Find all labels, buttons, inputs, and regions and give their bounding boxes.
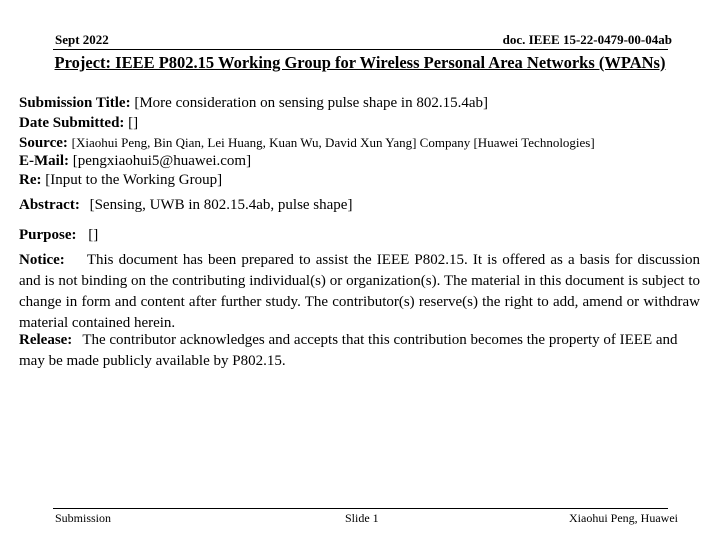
footer-submission: Submission bbox=[55, 511, 112, 525]
source-value: [Xiaohui Peng, Bin Qian, Lei Huang, Kuan Wu, David Xun Yang] Company [Huawei Technologies] bbox=[71, 135, 595, 150]
notice-paragraph bbox=[19, 250, 700, 334]
email-value: [pengxiaohui5@huawei.com] bbox=[72, 153, 252, 169]
abstract-label: Abstract: bbox=[19, 197, 80, 213]
header-doc-id: doc. IEEE 15-22-0479-00-04ab bbox=[502, 32, 672, 47]
notice-label: Notice: bbox=[19, 252, 65, 268]
header-date: Sept 2022 bbox=[55, 32, 109, 47]
purpose-value: [] bbox=[88, 227, 99, 243]
footer-author: Xiaohui Peng, Huawei bbox=[569, 511, 678, 525]
re-label: Re: bbox=[19, 172, 42, 188]
notice-text: This document has been prepared to assist the IEEE P802.15. It is offered as a basis for discussion and is not binding on the contributing individual(s) or organization(s). The material in this document is subject to change in form and content after further study. The contributor(s) reserve(s) the right to add, amend or withdraw material contained herein. bbox=[19, 252, 700, 331]
project-title: Project: IEEE P802.15 Working Group for Wireless Personal Area Networks (WPANs) bbox=[54, 53, 666, 72]
purpose-row bbox=[19, 226, 98, 245]
purpose-label: Purpose: bbox=[19, 227, 77, 243]
abstract-row bbox=[19, 196, 352, 215]
footer-divider bbox=[53, 508, 668, 509]
release-label: Release: bbox=[19, 332, 73, 348]
email-row bbox=[19, 152, 251, 171]
re-row bbox=[19, 171, 222, 190]
re-value: [Input to the Working Group] bbox=[45, 172, 223, 188]
submission-title-row bbox=[19, 94, 488, 113]
footer-slide-number: Slide 1 bbox=[345, 511, 379, 525]
email-label: E-Mail: bbox=[19, 153, 69, 169]
source-row bbox=[19, 133, 595, 153]
submission-title-value: [More consideration on sensing pulse shape in 802.15.4ab] bbox=[134, 95, 489, 111]
abstract-value: [Sensing, UWB in 802.15.4ab, pulse shape] bbox=[89, 197, 353, 213]
source-label: Source: bbox=[19, 135, 68, 151]
date-submitted-row bbox=[19, 114, 138, 133]
header-divider bbox=[53, 49, 668, 50]
date-submitted-value: [] bbox=[128, 115, 139, 131]
date-submitted-label: Date Submitted: bbox=[19, 115, 125, 131]
release-paragraph bbox=[19, 330, 700, 372]
submission-title-label: Submission Title: bbox=[19, 95, 131, 111]
release-text: The contributor acknowledges and accepts that this contribution becomes the property of IEEE and may be made publicly available by P802.15. bbox=[19, 332, 678, 369]
